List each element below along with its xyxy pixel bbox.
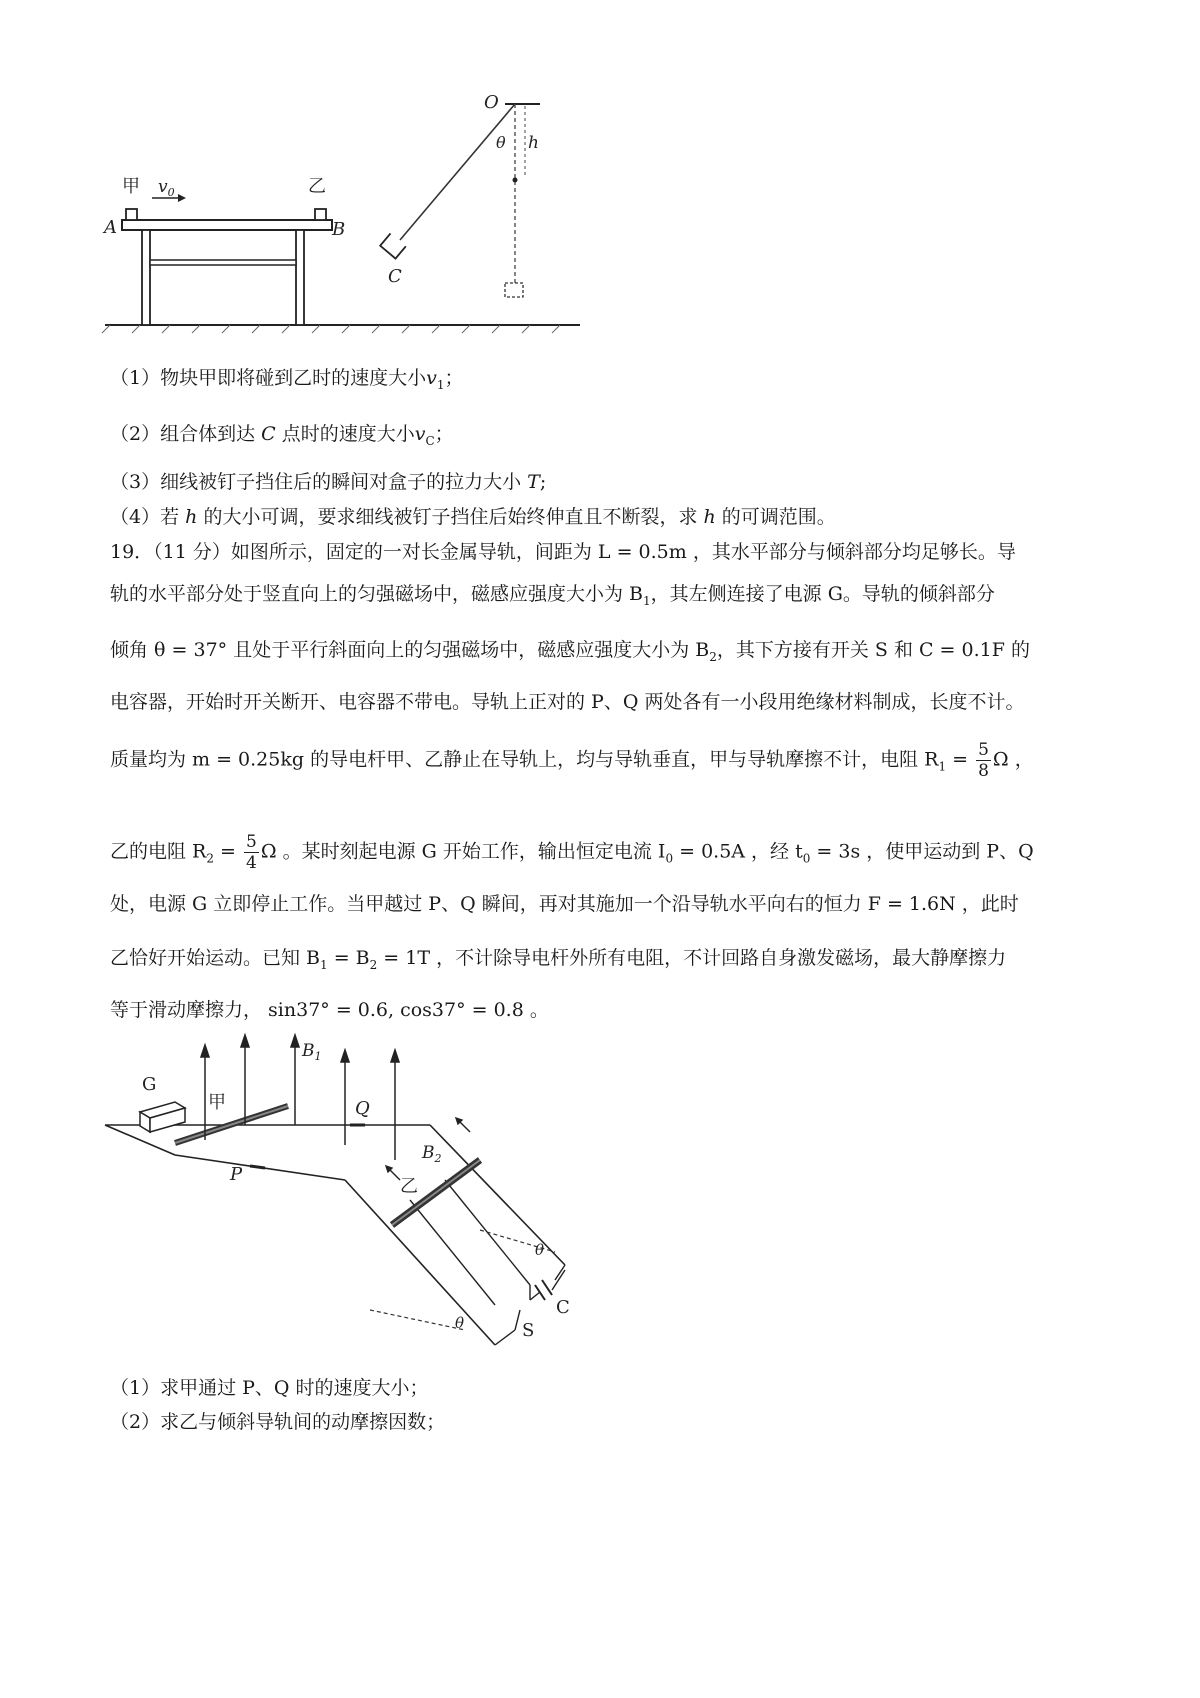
fraction-r1: $\frac{5}{8}$ [978, 740, 989, 781]
q19-line8: 乙恰好开始运动。已知 $B_1 = B_2 = 1T$ ，不计除导电杆外所有电阻，不计回路自身激发磁场，最大静摩擦力 [110, 947, 1007, 972]
label-C-fig2: C [556, 1297, 570, 1318]
q18-part3: （3）细线被钉子挡住后的瞬间对盒子的拉力大小 T; [110, 471, 547, 493]
label-B2: $B_2$ [422, 1143, 442, 1165]
label-G: G [142, 1074, 157, 1095]
label-jia: 甲 [122, 176, 140, 197]
label-B: B [332, 219, 346, 240]
label-h: h [528, 133, 539, 153]
q19-line9: 等于滑动摩擦力， sin37° = 0.6, cos37° = 0.8 。 [110, 999, 549, 1021]
label-jia-fig2: 甲 [208, 1092, 226, 1113]
label-v0: $v_0$ [158, 177, 175, 199]
q18-part4: （4）若 h 的大小可调，要求细线被钉子挡住后始终伸直且不断裂，求 h 的可调范围。 [110, 506, 836, 528]
label-theta-upper: θ [535, 1241, 545, 1259]
figure-table-pendulum [100, 80, 600, 350]
q19-line4: 电容器，开始时开关断开、电容器不带电。导轨上正对的 P、Q 两处各有一小段用绝缘材料制成，长度不计。 [110, 691, 1025, 713]
q19-part1: （1）求甲通过 P、Q 时的速度大小； [110, 1377, 429, 1399]
q19-line2: 轨的水平部分处于竖直向上的匀强磁场中，磁感应强度大小为 $B_1$，其左侧连接了电源 G。导轨的倾斜部分 [110, 583, 995, 608]
label-B1: $B_1$ [302, 1041, 322, 1063]
label-theta-lower: θ [455, 1314, 465, 1332]
fraction-r2: $\frac{5}{4}$ [246, 832, 257, 873]
label-yi: 乙 [308, 176, 326, 197]
q19-line6: 乙的电阻 $R_2$ = $\frac{5}{4}$ Ω 。某时刻起电源 G 开始工作，输出恒定电流 $I_0 = 0.5A$ ，经 $t_0 = 3s$ ，使甲运动到 P、Q [110, 832, 1034, 873]
q19-line7: 处，电源 G 立即停止工作。当甲越过 P、Q 瞬间，再对其施加一个沿导轨水平向右的恒力 F = 1.6N ，此时 [110, 893, 1019, 915]
q19-line1: 19．（11 分）如图所示，固定的一对长金属导轨，间距为 L = 0.5m ，其水平部分与倾斜部分均足够长。导 [110, 541, 1016, 563]
label-S: S [522, 1320, 535, 1341]
q19-part2: （2）求乙与倾斜导轨间的动摩擦因数； [110, 1411, 446, 1433]
q19-line5: 质量均为 m = 0.25kg 的导电杆甲、乙静止在导轨上，均与导轨垂直，甲与导轨摩擦不计，电阻 $R_1$ = $\frac{5}{8}$ Ω ， [110, 740, 1034, 781]
figure-rails-magnetic [100, 1030, 600, 1360]
source-G-box [140, 1102, 185, 1132]
label-yi-fig2: 乙 [400, 1176, 418, 1197]
label-O: O [484, 92, 499, 113]
label-C: C [388, 266, 402, 287]
label-Q: Q [355, 1098, 370, 1119]
q18-part2: （2）组合体到达 C 点时的速度大小$v_C$； [110, 423, 454, 448]
label-theta: θ [496, 133, 506, 152]
q19-line3: 倾角 θ = 37° 且处于平行斜面向上的匀强磁场中，磁感应强度大小为 $B_2$，其下方接有开关 S 和 C = 0.1F 的 [110, 639, 1030, 664]
q18-part1: （1）物块甲即将碰到乙时的速度大小$v_1$； [110, 367, 464, 392]
label-P: P [230, 1164, 243, 1185]
label-A: A [104, 217, 117, 238]
